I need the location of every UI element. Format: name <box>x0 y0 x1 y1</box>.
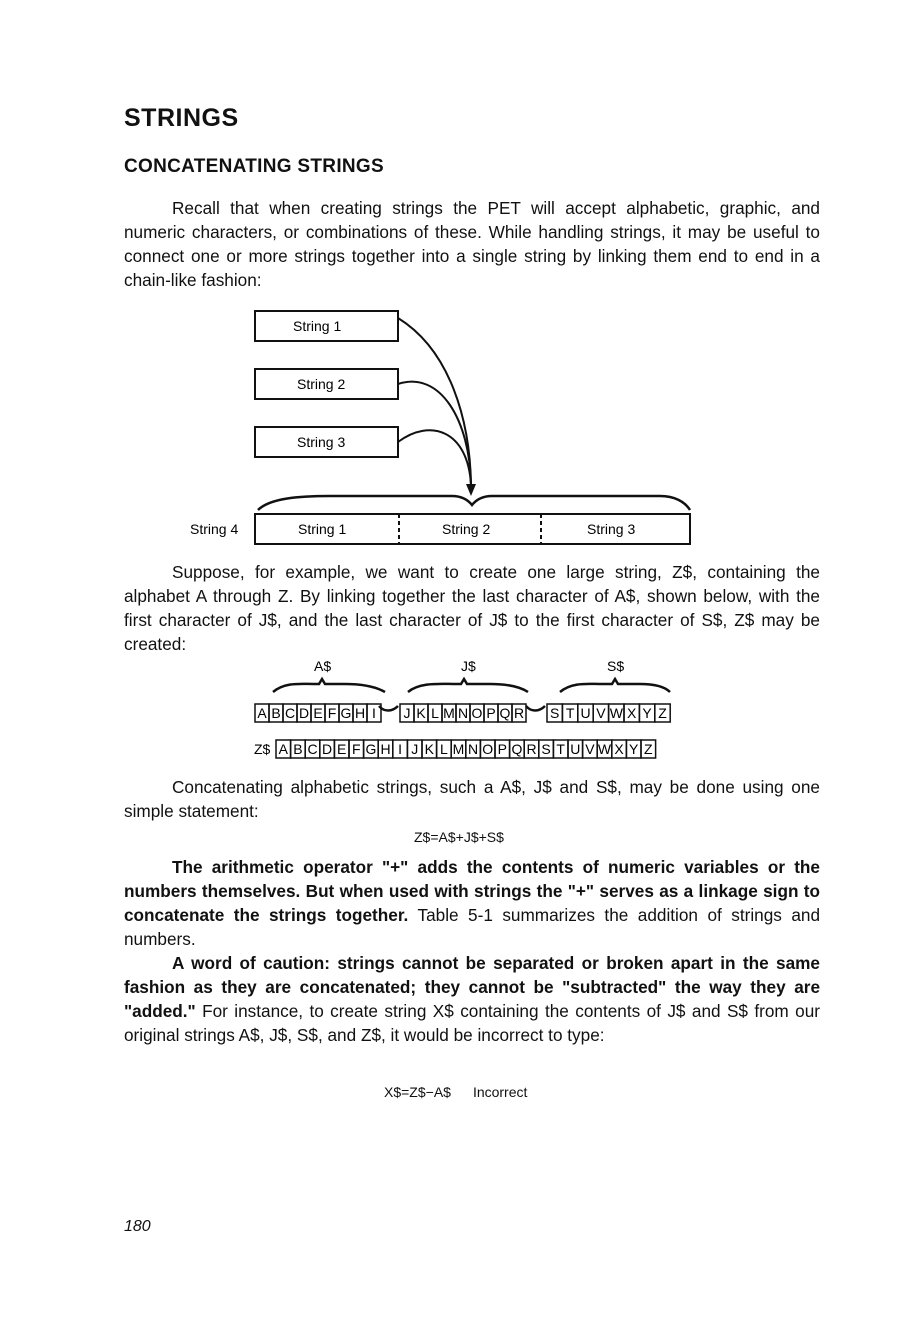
a-string-label: A$ <box>314 658 332 674</box>
box1-label: String 1 <box>293 318 342 334</box>
z-letter-j: J <box>411 741 419 757</box>
z-letter-p: P <box>497 741 507 757</box>
z-letter-i: I <box>398 741 403 757</box>
j-string-label: J$ <box>461 658 476 674</box>
z-letter-b: B <box>293 741 303 757</box>
s-letter-u: U <box>580 705 591 721</box>
brace-j <box>408 679 528 692</box>
s-letter-v: V <box>596 705 606 721</box>
z-letter-z: Z <box>644 741 653 757</box>
j-letter-m: M <box>443 705 455 721</box>
string4-label: String 4 <box>190 521 239 537</box>
z-letter-q: Q <box>511 741 523 757</box>
j-letter-r: R <box>513 705 525 721</box>
operator-paragraph <box>124 855 820 951</box>
s-letter-y: Y <box>642 705 652 721</box>
z-string-label: Z$ <box>254 741 271 757</box>
caution-paragraph <box>124 951 820 1047</box>
z-letter-c: C <box>307 741 318 757</box>
s-letter-x: X <box>627 705 637 721</box>
z-letter-w: W <box>597 741 612 757</box>
z-letter-t: T <box>556 741 565 757</box>
incorrect-statement <box>384 1084 527 1100</box>
z-letter-m: M <box>452 741 465 757</box>
brace-s <box>560 679 670 692</box>
z-letter-a: A <box>278 741 288 757</box>
z-letter-g: G <box>365 741 377 757</box>
j-letter-p: P <box>486 705 496 721</box>
z-letter-l: L <box>440 741 448 757</box>
z-letter-n: N <box>468 741 479 757</box>
caution-plain-text: For instance, to create string X$ containing the contents of J$ and S$ from our original strings A$, J$, S$, and Z$, it would be incorrect to type: <box>124 1001 820 1045</box>
seg3-label: String 3 <box>587 521 636 537</box>
a-letter-i: I <box>372 705 376 721</box>
z-letter-y: Y <box>629 741 639 757</box>
box3-label: String 3 <box>297 434 346 450</box>
caution-bold-text: A word of caution: strings cannot be separated or broken apart in the same fashion as they are concatenated; they cannot be "subtracted" the way they are "added." <box>124 953 820 1021</box>
brace-a <box>273 679 385 692</box>
z-letter-e: E <box>337 741 347 757</box>
z-letter-v: V <box>585 741 595 757</box>
a-letter-g: G <box>340 705 352 721</box>
operator-bold-text: The arithmetic operator "+" adds the contents of numeric variables or the numbers themselves. But when used with strings the "+" serves as a linkage sign to concatenate the strings together. <box>124 857 820 925</box>
z-letter-f: F <box>352 741 361 757</box>
j-letter-j: J <box>403 705 411 721</box>
a-letter-c: C <box>284 705 296 721</box>
s-letter-s: S <box>550 705 560 721</box>
page-number: 180 <box>124 1218 151 1235</box>
operator-plain-text: Table 5-1 summarizes the addition of strings and numbers. <box>124 905 820 949</box>
z-letter-x: X <box>614 741 624 757</box>
z-letter-o: O <box>482 741 494 757</box>
concat-statement: Z$=A$+J$+S$ <box>414 829 504 845</box>
z-letters-row <box>276 740 656 758</box>
section-title: CONCATENATING STRINGS <box>124 156 384 177</box>
seg2-label: String 2 <box>442 521 491 537</box>
s-string-label: S$ <box>607 658 625 674</box>
z-letter-u: U <box>570 741 581 757</box>
j-letter-n: N <box>457 705 469 721</box>
box2-label: String 2 <box>297 376 346 392</box>
j-letter-k: K <box>416 705 426 721</box>
j-letter-o: O <box>471 705 483 721</box>
j-letter-l: L <box>431 705 439 721</box>
link-1 <box>379 706 398 711</box>
z-letter-r: R <box>526 741 537 757</box>
page-title: STRINGS <box>124 104 239 132</box>
s-letter-z: Z <box>658 705 667 721</box>
s-letter-w: W <box>609 705 623 721</box>
z-letter-d: D <box>322 741 333 757</box>
link-2 <box>526 706 545 711</box>
s-letter-t: T <box>565 705 575 721</box>
incorrect-label: Incorrect <box>472 1084 528 1100</box>
a-letter-d: D <box>298 705 310 721</box>
z-letter-h: H <box>380 741 391 757</box>
letters-row <box>255 704 670 722</box>
z-letter-s: S <box>541 741 551 757</box>
a-letter-b: B <box>271 705 281 721</box>
incorrect-code: X$=Z$−A$ <box>384 1084 451 1100</box>
a-letter-e: E <box>313 705 323 721</box>
a-letter-f: F <box>327 705 337 721</box>
z-letter-k: K <box>424 741 434 757</box>
j-letter-q: Q <box>499 705 511 721</box>
concat-paragraph: Concatenating alphabetic strings, such a A$, J$ and S$, may be done using one simple statement: <box>124 777 820 821</box>
intro-paragraph: Recall that when creating strings the PET will accept alphabetic, graphic, and numeric characters, or combinations of these. While handling strings, it may be useful to connect one or more strings together into a single string by linking them end to end in a chain-like fashion: <box>124 198 820 290</box>
a-letter-a: A <box>257 705 267 721</box>
example-paragraph: Suppose, for example, we want to create one large string, Z$, containing the alphabet A through Z. By linking together the last character of A$, shown below, with the first character of J$, and the last character of J$ to the first character of S$, Z$ may be created: <box>124 562 820 654</box>
a-letter-h: H <box>354 705 366 721</box>
seg1-label: String 1 <box>298 521 347 537</box>
